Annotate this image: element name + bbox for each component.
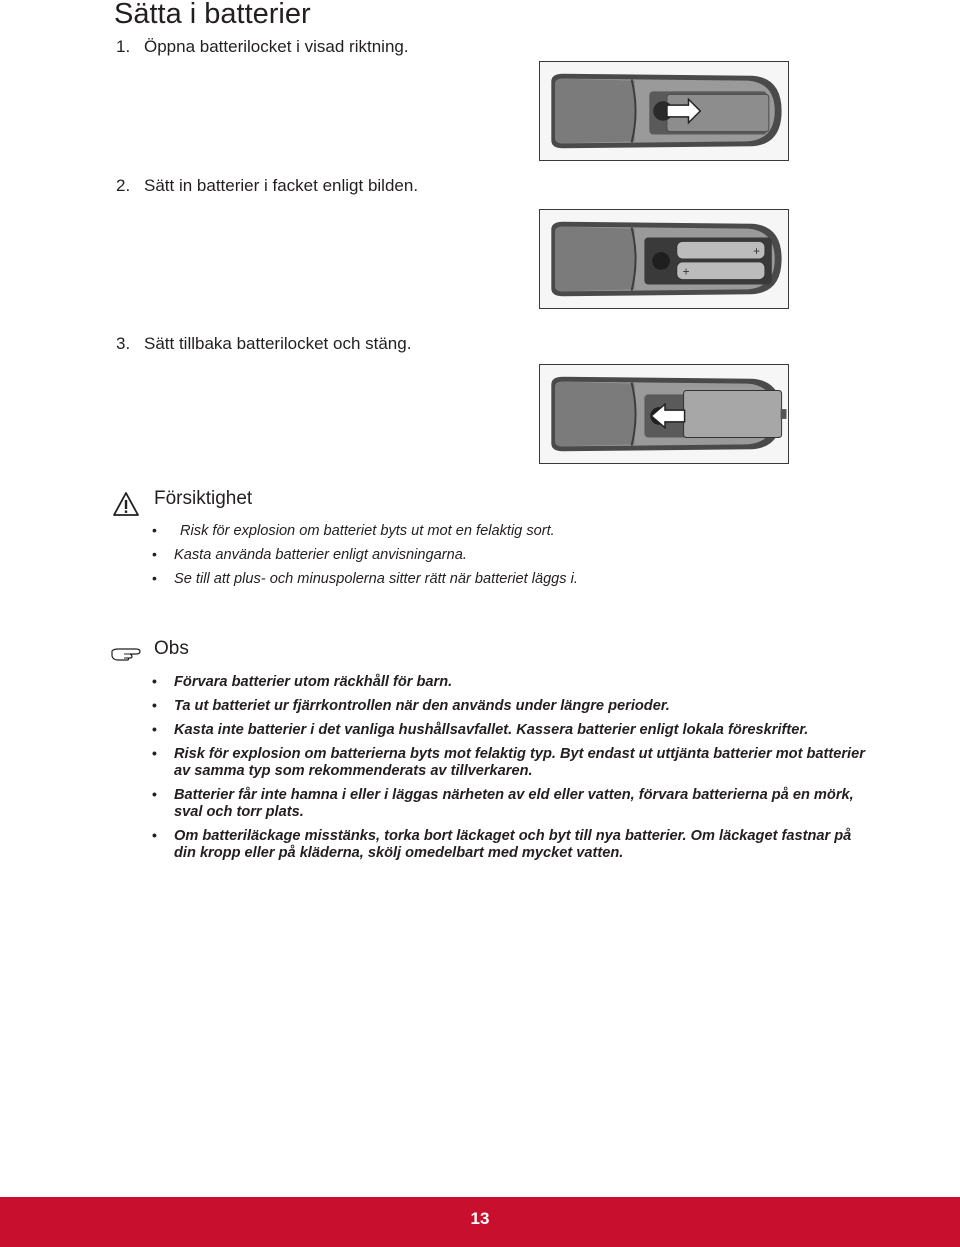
step-2 <box>116 175 418 197</box>
list-item: • Ta ut batteriet ur fjärrkontrollen när den används under längre perioder. <box>152 698 872 715</box>
caution-heading: Försiktighet <box>154 488 253 509</box>
step-number: 1. <box>116 37 131 56</box>
list-item: • Risk för explosion om batteriet byts ut mot en felaktig sort. <box>152 523 578 540</box>
step-3 <box>116 333 411 355</box>
step-1 <box>116 36 409 58</box>
battery-insert-figure <box>539 209 789 309</box>
remote-close-illustration <box>540 365 788 463</box>
list-item: • Kasta inte batterier i det vanliga hushållsavfallet. Kassera batterier enligt lokala föreskrifter. <box>152 722 872 739</box>
step-text: Öppna batterilocket i visad riktning. <box>144 37 409 56</box>
list-item: • Om batteriläckage misstänks, torka bort läckaget och byt till nya batterier. Om läckaget fastnar på din kropp eller på kläderna, skölj omedelbart med mycket vatten. <box>152 828 872 862</box>
remote-cover-open-figure <box>539 61 789 161</box>
page-footer <box>0 1197 960 1247</box>
remote-batteries-illustration <box>540 210 788 308</box>
pointing-hand-icon <box>110 643 144 661</box>
step-number: 3. <box>116 334 131 353</box>
note-list <box>152 674 872 869</box>
step-text: Sätt in batterier i facket enligt bilden. <box>144 176 419 195</box>
page-number: 13 <box>470 1209 490 1228</box>
list-item: • Risk för explosion om batterierna byts mot felaktig typ. Byt endast ut uttjänta batterier mot batterier av samma typ som rekommenderats av tillverkaren. <box>152 746 872 780</box>
caution-list <box>152 523 578 595</box>
list-item: • Kasta använda batterier enligt anvisningarna. <box>152 547 578 564</box>
step-number: 2. <box>116 176 131 195</box>
list-item: • Batterier får inte hamna i eller i läggas närheten av eld eller vatten, förvara batterierna på en mörk, sval och torr plats. <box>152 787 872 821</box>
battery-plus-label: + <box>682 265 690 279</box>
note-heading: Obs <box>154 638 189 659</box>
list-item: • Se till att plus- och minuspolerna sitter rätt när batteriet läggs i. <box>152 571 578 588</box>
list-item: • Förvara batterier utom räckhåll för barn. <box>152 674 872 691</box>
remote-open-illustration <box>540 62 788 160</box>
warning-triangle-icon <box>112 491 140 517</box>
battery-plus-label: + <box>753 245 761 259</box>
step-text: Sätt tillbaka batterilocket och stäng. <box>144 334 412 353</box>
remote-cover-close-figure <box>539 364 789 464</box>
page-title: Sätta i batterier <box>114 0 311 30</box>
